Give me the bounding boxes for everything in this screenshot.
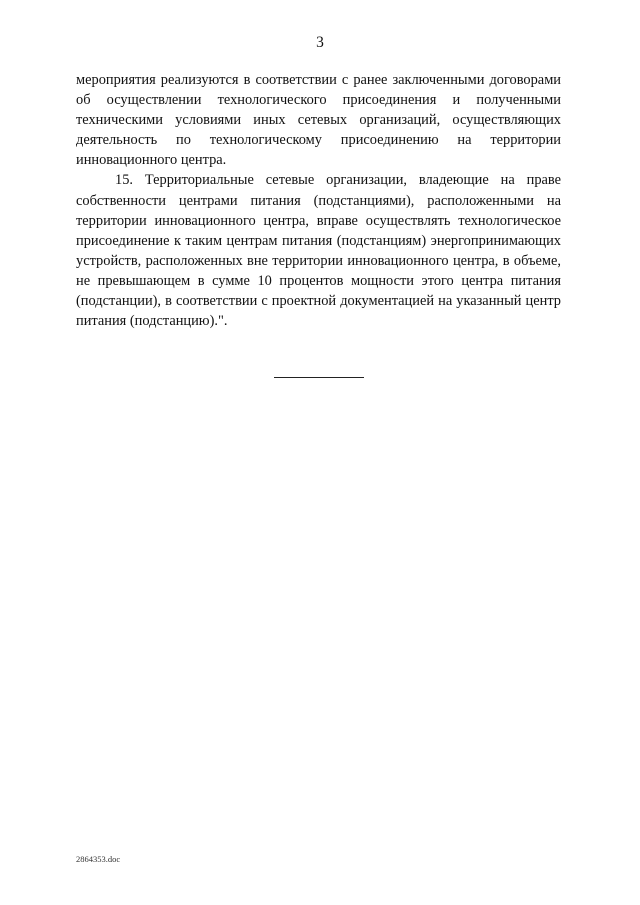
footer-file-code: 2864353.doc	[76, 854, 121, 864]
paragraph-continuation: мероприятия реализуются в соответствии с ранее заключенными договорами об осуществлении технологического присоединения и полученными техническими условиями иных сетевых организаций, осуществляющих деятельность по технологическому присоединению на территории инновационного центра.	[76, 72, 561, 169]
page-number: 3	[316, 34, 324, 51]
document-body	[76, 70, 561, 331]
end-of-document-rule	[274, 377, 364, 378]
paragraph-item-15: 15. Территориальные сетевые организации, владеющие на праве собственности центрами питания (подстанциями), расположенными на территории инновационного центра, вправе осуществлять технологическое присоединение к таким центрам питания (подстанциям) энергопринимающих устройств, расположенных вне территории инновационного центра, в объеме, не превышающем в сумме 10 процентов мощности этого центра питания (подстанции), в соответствии с проектной документацией на указанный центр питания (подстанцию).".	[76, 172, 561, 330]
